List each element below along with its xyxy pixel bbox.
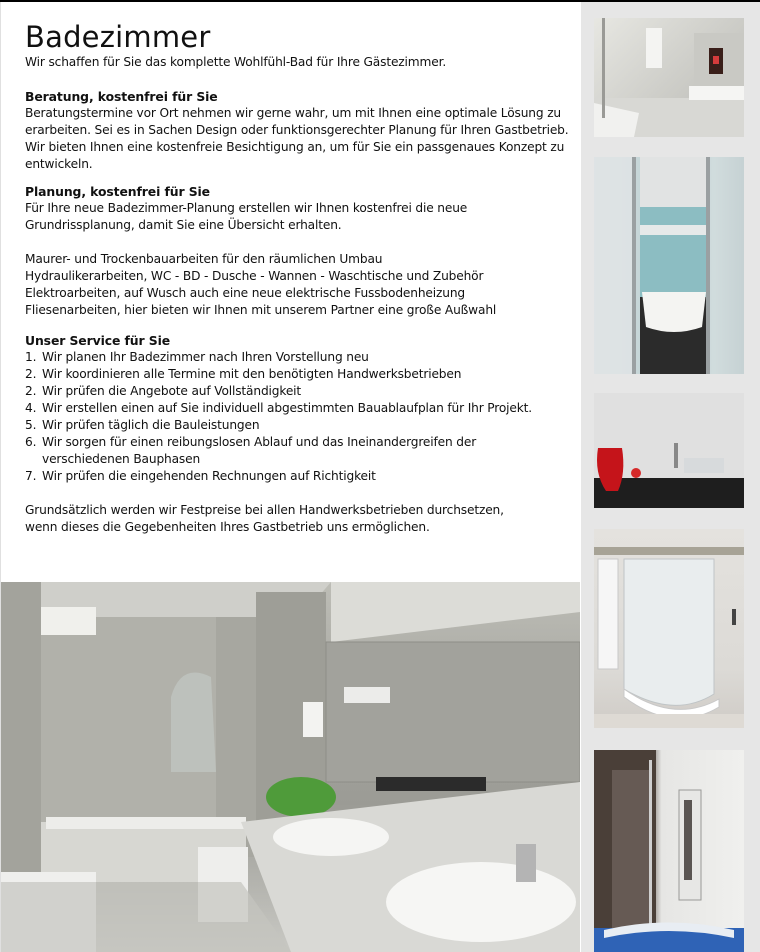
service-list-item (25, 383, 573, 400)
section-heading-service: Unser Service für Sie (25, 333, 171, 348)
spacer (25, 485, 573, 502)
section-service (25, 332, 573, 485)
item-number: 2. (25, 367, 37, 381)
closing-line: wenn dieses die Gegebenheiten Ihres Gastbetrieb uns ermöglichen. (25, 520, 430, 534)
item-number: 4. (25, 401, 37, 415)
service-list-item (25, 366, 573, 383)
work-line: Fliesenarbeiten, hier bieten wir Ihnen mit unserem Partner eine große Außwahl (25, 303, 497, 317)
page-subtitle: Wir schaffen für Sie das komplette Wohlfühl-Bad für Ihre Gästezimmer. (25, 55, 447, 69)
paragraph-line: erarbeiten. Sei es in Sachen Design oder funktionsgerechter Planung für Ihren Gastbetrieb. (25, 123, 569, 137)
paragraph-line: Beratungstermine vor Ort nehmen wir gerne wahr, um mit Ihnen eine optimale Lösung zu (25, 106, 562, 120)
section-arbeiten (25, 251, 573, 319)
text-column (25, 20, 573, 536)
service-list-item (25, 349, 573, 366)
section-heading-planung: Planung, kostenfrei für Sie (25, 184, 210, 199)
item-text: Wir erstellen einen auf Sie individuell abgestimmten Bauablaufplan für Ihr Projekt. (42, 401, 533, 415)
item-text: Wir prüfen die Angebote auf Vollständigkeit (42, 384, 302, 398)
section-closing (25, 502, 573, 536)
paragraph-line: Grundrissplanung, damit Sie eine Übersicht erhalten. (25, 218, 342, 232)
thumbnail-illustration (594, 18, 744, 137)
item-text: Wir planen Ihr Badezimmer nach Ihren Vorstellung neu (42, 350, 369, 364)
service-list (25, 349, 573, 485)
section-heading-beratung: Beratung, kostenfrei für Sie (25, 89, 218, 104)
item-number: 7. (25, 469, 37, 483)
thumbnail-illustration (594, 157, 744, 374)
item-text: Wir prüfen die eingehenden Rechnungen auf Richtigkeit (42, 469, 376, 483)
section-planung (25, 183, 573, 234)
page-title: Badezimmer (25, 20, 211, 54)
thumbnail-bathroom-3 (594, 393, 744, 508)
paragraph-line: Für Ihre neue Badezimmer-Planung erstellen wir Ihnen kostenfrei die neue (25, 201, 468, 215)
item-number: 5. (25, 418, 37, 432)
item-text: Wir prüfen täglich die Bauleistungen (42, 418, 260, 432)
item-number: 1. (25, 350, 37, 364)
main-bathroom-photo (1, 582, 580, 952)
work-line: Hydraulikerarbeiten, WC - BD - Dusche - Wannen - Waschtische und Zubehör (25, 269, 484, 283)
service-list-item (25, 434, 512, 468)
bathroom-illustration (1, 582, 580, 952)
thumbnail-bathroom-5 (594, 750, 744, 952)
paragraph-line: entwickeln. (25, 157, 93, 171)
paragraph-line: Wir bieten Ihnen eine kostenfreie Besichtigung an, um für Sie ein passgenaues Konzept zu (25, 140, 565, 154)
thumbnail-bathroom-1 (594, 18, 744, 137)
closing-line: Grundsätzlich werden wir Festpreise bei allen Handwerksbetrieben durchsetzen, (25, 503, 504, 517)
thumbnail-bathroom-4 (594, 529, 744, 728)
work-line: Maurer- und Trockenbauarbeiten für den räumlichen Umbau (25, 252, 383, 266)
item-number: 2. (25, 384, 37, 398)
thumbnail-bathroom-2 (594, 157, 744, 374)
service-list-item (25, 468, 573, 485)
item-text: Wir koordinieren alle Termine mit den benötigten Handwerksbetrieben (42, 367, 462, 381)
item-text: Wir sorgen für einen reibungslosen Ablauf und das Ineinandergreifen der verschiedenen Bauphasen (42, 435, 477, 466)
service-list-item (25, 400, 573, 417)
service-list-item (25, 417, 573, 434)
spacer (25, 234, 573, 251)
section-beratung (25, 88, 573, 173)
thumbnail-illustration (594, 750, 744, 952)
item-number: 6. (25, 435, 37, 449)
thumbnail-illustration (594, 393, 744, 508)
thumbnail-illustration (594, 529, 744, 728)
work-line: Elektroarbeiten, auf Wusch auch eine neue elektrische Fussbodenheizung (25, 286, 465, 300)
